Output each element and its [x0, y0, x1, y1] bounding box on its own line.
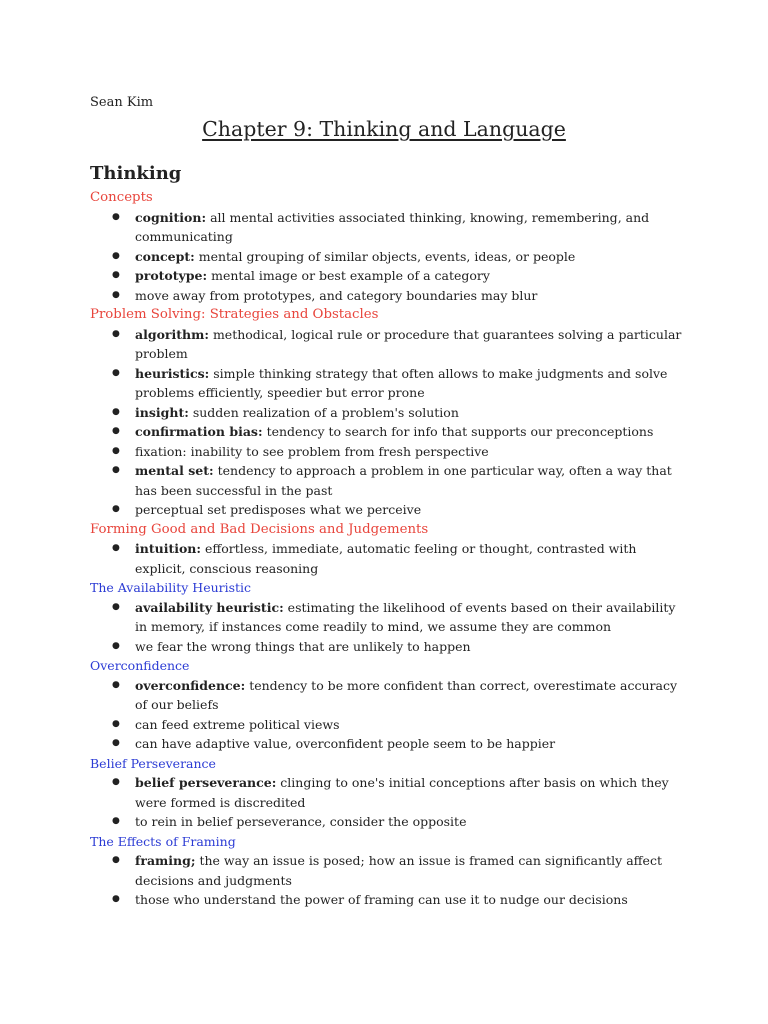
term-separator: :	[196, 541, 202, 556]
definition-text: mental grouping of similar objects, events, ideas, or people	[194, 248, 576, 264]
definition-text: we fear the wrong things that are unlikely to happen	[135, 638, 471, 654]
definition-text: sudden realization of a problem's solution	[188, 404, 459, 420]
bullet-list	[90, 598, 690, 657]
term: prototype	[135, 268, 203, 283]
bullet-icon: ●	[112, 465, 120, 475]
subsection-title: Forming Good and Bad Decisions and Judgements	[90, 521, 429, 537]
section	[90, 754, 690, 832]
term-separator: :	[204, 365, 210, 381]
definition-text: the way an issue is posed; how an issue is framed can significantly affect decisions and judgments	[135, 853, 662, 888]
subsection-title: Overconfidence	[90, 658, 190, 673]
list-item	[90, 637, 690, 657]
term-separator: :	[202, 268, 208, 283]
bullet-list	[90, 851, 690, 910]
list-item	[90, 812, 690, 832]
bullet-icon: ●	[112, 367, 120, 378]
term-separator: :	[190, 248, 195, 264]
bullet-list	[90, 676, 690, 754]
section	[90, 832, 690, 910]
term-separator: :	[204, 326, 209, 342]
document-body	[90, 162, 690, 910]
bullet-icon: ●	[112, 816, 120, 826]
term: heuristics	[135, 365, 205, 381]
definition-text: tendency to be more confident than correct, overestimate accuracy of our beliefs	[135, 677, 678, 712]
definition-text: simple thinking strategy that often allows to make judgments and solve problems efficiently, speedier but error prone	[135, 365, 668, 400]
term-separator: :	[184, 404, 189, 420]
definition-text: clinging to one's initial conceptions after basis on which they were formed is discredited	[135, 775, 669, 810]
term: belief perseverance	[135, 775, 272, 790]
section	[90, 188, 690, 305]
term: mental set	[135, 463, 210, 478]
definition-text: all mental activities associated thinking, knowing, remembering, and communicating	[135, 209, 650, 244]
subsection-title: The Availability Heuristic	[90, 580, 252, 595]
list-item	[90, 247, 690, 267]
term-separator: :	[257, 424, 263, 439]
term: algorithm	[135, 326, 205, 342]
term-separator: :	[209, 463, 214, 478]
document-title: Chapter 9: Thinking and Language	[202, 117, 566, 141]
list-item	[90, 715, 690, 735]
list-item	[90, 676, 690, 715]
term: availability heuristic	[135, 599, 280, 615]
list-item	[90, 442, 690, 462]
list-item	[90, 500, 690, 520]
subsection-title: The Effects of Framing	[90, 833, 236, 849]
list-item	[90, 598, 690, 637]
bullet-icon: ●	[112, 601, 120, 612]
definition-text: can have adaptive value, overconfident people seem to be happier	[135, 736, 556, 751]
bullet-list	[90, 325, 690, 520]
term: cognition	[135, 209, 202, 225]
bullet-icon: ●	[112, 640, 120, 651]
bullet-icon: ●	[112, 855, 120, 865]
bullet-list	[90, 208, 690, 306]
definition-text: perceptual set predisposes what we perceive	[135, 502, 422, 517]
term: confirmation bias	[135, 424, 258, 439]
list-item	[90, 266, 690, 286]
definition-text: methodical, logical rule or procedure that guarantees solving a particular problem	[135, 326, 682, 361]
sections-container	[90, 188, 690, 910]
term: intuition	[135, 541, 197, 556]
section-heading: Thinking	[90, 163, 182, 184]
bullet-icon: ●	[112, 270, 120, 280]
definition-text: fixation: inability to see problem from fresh perspective	[135, 443, 489, 459]
definition-text: those who understand the power of framing can use it to nudge our decisions	[135, 892, 628, 907]
term-separator: ;	[190, 853, 196, 868]
bullet-list	[90, 773, 690, 832]
list-item	[90, 851, 690, 890]
definition-text: tendency to search for info that supports our preconceptions	[262, 424, 654, 439]
definition-text: tendency to approach a problem in one particular way, often a way that has been successful in the past	[135, 463, 672, 498]
bullet-icon: ●	[112, 777, 120, 787]
term: overconfidence	[135, 677, 241, 693]
term-separator: :	[240, 677, 246, 693]
section	[90, 656, 690, 754]
list-item	[90, 286, 690, 306]
bullet-icon: ●	[112, 445, 120, 456]
list-item	[90, 539, 690, 578]
list-item	[90, 208, 690, 247]
term-separator: :	[271, 775, 277, 790]
bullet-icon: ●	[112, 504, 120, 514]
definition-text: effortless, immediate, automatic feeling or thought, contrasted with explicit, conscious reasoning	[135, 541, 637, 576]
list-item	[90, 325, 690, 364]
subsection-title: Problem Solving: Strategies and Obstacles	[90, 307, 379, 322]
bullet-icon: ●	[112, 250, 120, 261]
section	[90, 520, 690, 579]
term: concept	[135, 248, 191, 264]
term-separator: :	[279, 599, 284, 615]
list-item	[90, 364, 690, 403]
bullet-icon: ●	[112, 406, 120, 417]
bullet-icon: ●	[112, 426, 120, 436]
bullet-icon: ●	[112, 328, 120, 339]
definition-text: estimating the likelihood of events based on their availability in memory, if instances come readily to mind, we assume they are common	[135, 599, 676, 634]
subsection-title: Belief Perseverance	[90, 755, 216, 771]
bullet-icon: ●	[112, 211, 120, 222]
list-item	[90, 734, 690, 754]
section	[90, 578, 690, 656]
list-item	[90, 422, 690, 442]
list-item	[90, 773, 690, 812]
list-item	[90, 890, 690, 910]
bullet-icon: ●	[112, 679, 120, 690]
term-separator: :	[201, 209, 207, 225]
definition-text: mental image or best example of a category	[207, 268, 490, 283]
bullet-list	[90, 539, 690, 578]
bullet-icon: ●	[112, 718, 120, 729]
subsection-title: Concepts	[90, 190, 153, 205]
definition-text: to rein in belief perseverance, consider the opposite	[135, 814, 467, 829]
list-item	[90, 461, 690, 500]
bullet-icon: ●	[112, 543, 120, 553]
bullet-icon: ●	[112, 738, 120, 748]
list-item	[90, 403, 690, 423]
author-name: Sean Kim	[90, 95, 154, 110]
bullet-icon: ●	[112, 289, 120, 300]
section	[90, 305, 690, 520]
definition-text: can feed extreme political views	[135, 716, 340, 732]
bullet-icon: ●	[112, 894, 120, 904]
term: insight	[135, 404, 185, 420]
term: framing	[135, 853, 191, 868]
definition-text: move away from prototypes, and category boundaries may blur	[135, 287, 538, 303]
